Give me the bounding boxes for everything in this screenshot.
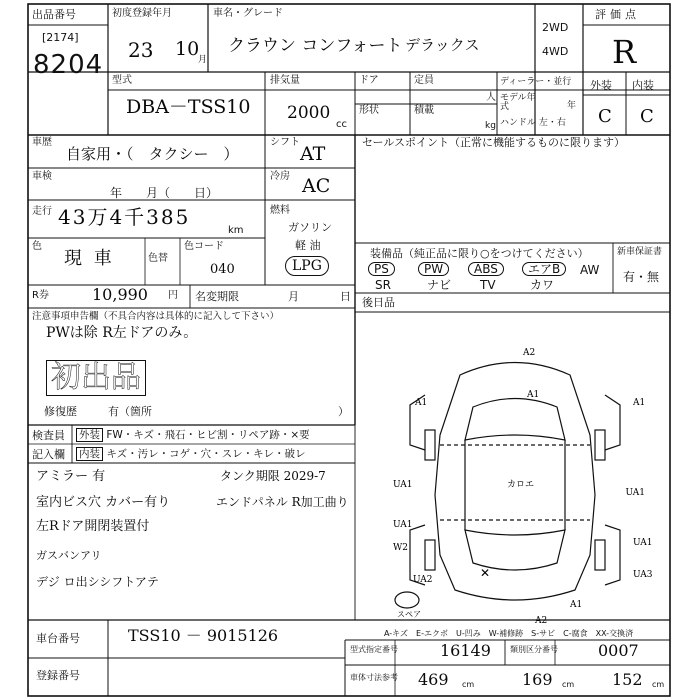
lot-number: 8204 [33,50,104,80]
shape-label: 形状 [359,105,379,116]
payload-unit: kg [485,121,496,131]
mark-ua1-right: UA1 [625,488,645,498]
color-value: 現 車 [64,248,115,269]
mark-a2-rear: A2 [535,616,548,626]
displacement-unit: cc [336,119,347,130]
remark-line3: 室内ビス穴 カバー有り [36,495,171,510]
width-value: 169 [522,670,553,689]
score-value: R [612,33,637,71]
first-registration-label: 初度登録年月 [112,8,172,19]
equipment-ps: PS [368,262,395,276]
length-unit: cm [462,680,475,689]
mark-ua1-right-rear: UA1 [633,538,653,548]
remark-line6: ガスバンアリ [36,549,102,562]
capacity-label: 定員 [414,75,434,86]
mark-a2-front: A2 [523,348,536,358]
registration-number-label: 登録番号 [36,669,80,682]
body-dimensions-label: 車体寸法参考 [350,673,398,682]
color-code-label: 色コード [184,241,224,252]
registration-day-unit: 日 [340,290,351,303]
equipment-label: 装備品（純正品に限り○をつけてください） [370,247,589,260]
fuel-lpg-circled: LPG [285,256,329,276]
fuel-gasoline: ガソリン [288,221,332,234]
registration-year: 23 [128,38,154,62]
capacity-unit: 人 [486,92,496,103]
fuel-diesel: 軽 油 [295,239,321,252]
lot-ref: [2174] [42,31,79,44]
mark-ua3: UA3 [633,570,653,580]
displacement-label: 排気量 [270,75,300,86]
chassis-label: 車台番号 [36,632,80,645]
notes-label: 注意事項申告欄（不具合内容は具体的に記入して下さい） [32,311,280,322]
mark-a1-front-right: A1 [633,398,646,408]
ac-label: 冷房 [270,171,290,182]
exterior-grade: C [598,106,612,127]
spare-tire-label: スペア [397,610,421,619]
mileage-label: 走行 [32,206,52,217]
mark-a1-front-left: A1 [415,398,428,408]
fuel-label: 燃料 [270,205,290,216]
registration-month: 10 [175,38,200,60]
interior-check-items: 内装 キズ・汚レ・コゲ・穴・スレ・キレ・破レ [76,449,306,460]
remark-line2: タンク期限 2029-7 [220,469,326,483]
drive-4wd: 4WD [542,45,569,58]
month-unit: 月 [198,55,208,65]
mark-x-rear: ✕ [480,566,491,580]
warranty-value: 有・無 [623,270,660,284]
inspection-expiry-label: 車検 [32,171,52,182]
displacement-value: 2000 [287,103,331,123]
mark-a1-rear: A1 [570,600,583,610]
handle-label: ハンドル 左・右 [500,118,566,128]
color-label: 色 [32,241,42,252]
model-designation-label: 型式指定番号 [350,645,398,654]
model-designation-value: 16149 [440,641,491,660]
car-grade: デラックス [405,36,480,54]
remark-line5: 左Rドア開閉装置付 [36,519,150,534]
equipment-abs: ABS [468,262,504,276]
mileage-unit: km [228,225,244,236]
chassis-number: TSS10 － 9015126 [128,626,279,645]
height-unit: cm [652,680,665,689]
repair-history-value: 有（箇所 [108,405,152,418]
recycle-value: 10,990 [92,285,148,304]
aftermarket-label: 後日品 [362,296,395,309]
remark-line1: アミラー 有 [36,469,106,484]
mark-a1-hood: A1 [527,390,540,400]
mileage-value: 43万4千385 [58,205,191,229]
equipment-navi: ナビ [427,278,452,292]
mark-roof-processing: カロエ [507,480,535,490]
shift-label: シフト [270,137,300,148]
inspector-label: 検査員 [32,429,65,442]
car-name: クラウン コンフォート [228,36,403,56]
remark-line7: デジ ロ出シシフトアテ [36,575,159,589]
lot-label: 出品番号 [32,8,76,21]
dealer-label: ディーラー・並行 [500,77,572,87]
entry-label: 記入欄 [32,448,65,461]
height-value: 152 [612,670,643,689]
history-value: 自家用・（ タクシー ） [66,145,239,163]
color-change-label: 色替 [148,253,168,264]
equipment-pw: PW [418,262,449,276]
interior-grade-label: 内装 [632,79,654,92]
interior-grade: C [640,106,654,127]
mark-ua1-left: UA1 [393,480,413,490]
equipment-airbag: エアB [522,262,566,276]
ac-value: AC [302,175,331,197]
year-unit: 年 [567,101,577,111]
recycle-unit: 円 [168,290,178,301]
notes-line1: PWは除 R左ドアのみ。 [46,325,198,341]
car-name-label: 車名・グレード [213,8,283,19]
sales-point-label: セールスポイント（正常に機能するものに限ります） [362,136,626,149]
color-code-value: 040 [210,262,235,277]
width-unit: cm [562,680,575,689]
repair-history-label: 修復歴 [44,405,77,418]
registration-deadline-label: 名変期限 [195,290,239,303]
exterior-check-items: 外装 FW・キズ・飛石・ヒビ割・リペア跡・×要 [76,430,310,441]
remark-line4: エンドパネル R加工曲り [216,495,349,509]
category-label: 類別区分番号 [510,645,558,654]
mark-ua1-left-rear: UA1 [393,520,413,530]
repair-history-close: ） [338,405,349,418]
mark-w2: W2 [393,543,408,553]
model-label: 型式 [112,75,132,86]
notes-first-listing: 初出品 [46,360,146,396]
score-label: 評価点 [595,8,640,21]
mark-ua2: UA2 [413,575,433,585]
damage-legend: A-キズ E-エクボ U-凹み W-補修跡 S-サビ C-腐食 XX-交換済 [384,629,634,638]
history-label: 車歴 [32,137,52,148]
equipment-sr: SR [375,278,391,292]
recycle-label: R券 [32,290,49,301]
registration-month-unit: 月 [288,290,299,303]
model-value: DBA－TSS10 [126,96,251,118]
drive-2wd: 2WD [542,21,569,34]
equipment-leather: カワ [530,278,555,292]
category-value: 0007 [598,641,639,660]
door-label: ドア [359,75,379,86]
car-damage-diagram [385,345,653,626]
equipment-tv: TV [480,278,496,292]
inspection-expiry-value: 年 月（ 日） [110,186,219,200]
warranty-label: 新車保証書 [617,247,663,257]
payload-label: 積載 [414,105,434,116]
exterior-grade-label: 外装 [590,79,612,92]
length-value: 469 [418,670,449,689]
model-year-label: モデル年式 [500,93,536,112]
shift-value: AT [300,143,326,165]
equipment-aw: AW [580,263,600,277]
